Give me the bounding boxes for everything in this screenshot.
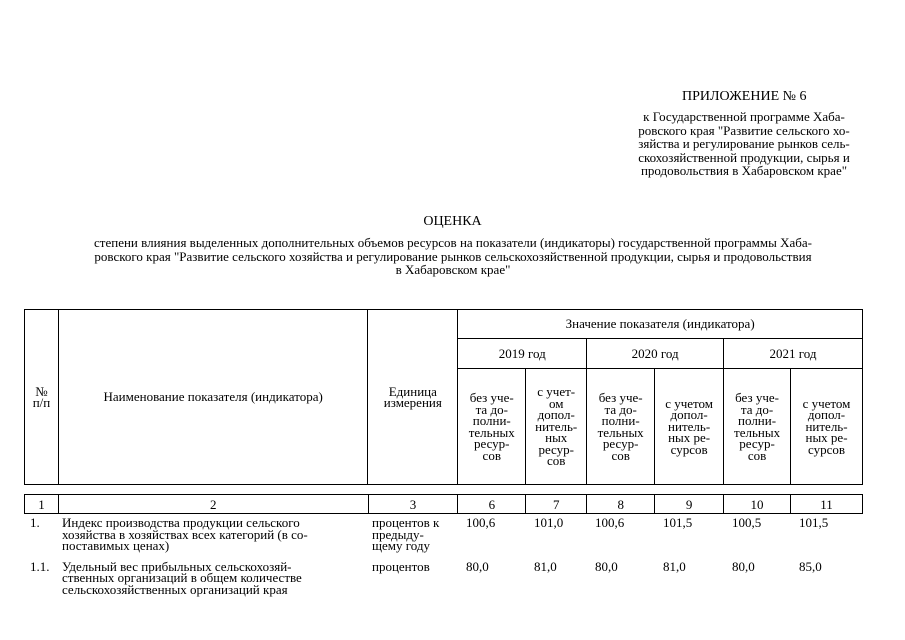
table-row xyxy=(24,517,863,552)
indicator-table-header xyxy=(24,309,863,485)
value-cell: 101,5 xyxy=(663,515,693,530)
indicator-table-body xyxy=(24,517,863,595)
annex-note-line: продовольствия в Хабаровском крае" xyxy=(640,163,848,178)
column-number: 10 xyxy=(724,495,791,514)
indicator-name: Удельный вес прибыльных сельскохозяй- ственных организаций в общем количестве сельскохозяйственных организаций края xyxy=(62,558,302,597)
value-cell: 100,5 xyxy=(732,515,762,530)
value-cell: 100,6 xyxy=(595,515,625,530)
value-cell: 80,0 xyxy=(466,558,489,574)
column-number: 8 xyxy=(587,495,655,514)
subtitle-line: ровского края "Развитие сельского хозяйства и регулирование рынков сельскохозяйственной продукции, сырья и продовольствия xyxy=(94,248,812,264)
year-header-2020: 2020 год xyxy=(587,339,724,369)
annex-note-line: зяйства и регулирование рынков сель- xyxy=(638,136,850,151)
annex-note-line: ровского края "Развитие сельского хо- xyxy=(638,122,850,138)
value-cell: 100,6 xyxy=(466,515,496,530)
subheader-without-resources: без уче- та до- полни- тельных ресур- сов xyxy=(587,369,655,485)
value-cell: 80,0 xyxy=(732,558,755,574)
annex-note-line: к Государственной программе Хаба- xyxy=(643,109,845,124)
column-number: 2 xyxy=(58,495,368,514)
column-number: 3 xyxy=(368,495,458,514)
column-group-values: Значение показателя (индикатора) xyxy=(458,310,863,339)
subtitle-line: степени влияния выделенных дополнительных объемов ресурсов на показатели (индикаторы) государственной программы Хаба- xyxy=(94,235,812,250)
document-title: ОЦЕНКА xyxy=(423,214,482,229)
value-cell: 101,5 xyxy=(799,515,829,530)
value-cell: 85,0 xyxy=(799,558,822,574)
row-number: 1.1. xyxy=(30,558,50,574)
row-number: 1. xyxy=(30,515,40,530)
subheader-without-resources: без уче- та до- полни- тельных ресур- сов xyxy=(458,369,526,485)
column-number: 11 xyxy=(791,495,863,514)
subheader-with-resources: с учет- ом допол- нитель- ных ресур- сов xyxy=(526,369,587,485)
year-header-2019: 2019 год xyxy=(458,339,587,369)
annex-note xyxy=(615,110,873,178)
indicator-name: Индекс производства продукции сельского хозяйства в хозяйствах всех категорий (в со- поставимых ценах) xyxy=(62,515,308,553)
annex-title: ПРИЛОЖЕНИЕ № 6 xyxy=(682,89,807,104)
value-cell: 101,0 xyxy=(534,515,564,530)
indicator-unit: процентов xyxy=(372,558,430,574)
column-number: 1 xyxy=(25,495,59,514)
annex-note-line: скохозяйственной продукции, сырья и xyxy=(638,149,850,165)
indicator-unit: процентов к предыду- щему году xyxy=(372,515,440,553)
value-cell: 80,0 xyxy=(595,558,618,574)
value-cell: 81,0 xyxy=(534,558,557,574)
subheader-without-resources: без уче- та до- полни- тельных ресур- сов xyxy=(724,369,791,485)
column-header-unit: Единица измерения xyxy=(368,310,458,485)
table-row xyxy=(24,552,863,596)
value-cell: 81,0 xyxy=(663,558,686,574)
subheader-with-resources: с учетом допол- нитель- ных ре- сурсов xyxy=(791,369,863,485)
year-header-2021: 2021 год xyxy=(724,339,863,369)
column-number: 6 xyxy=(458,495,526,514)
document-subtitle xyxy=(33,236,873,277)
column-number: 7 xyxy=(526,495,587,514)
column-header-name: Наименование показателя (индикатора) xyxy=(58,310,367,485)
column-header-number: № п/п xyxy=(25,310,59,485)
column-number: 9 xyxy=(655,495,724,514)
subtitle-line: в Хабаровском крае" xyxy=(395,262,511,277)
column-number-row xyxy=(24,494,863,514)
subheader-with-resources: с учетом допол- нитель- ных ре- сурсов xyxy=(655,369,724,485)
